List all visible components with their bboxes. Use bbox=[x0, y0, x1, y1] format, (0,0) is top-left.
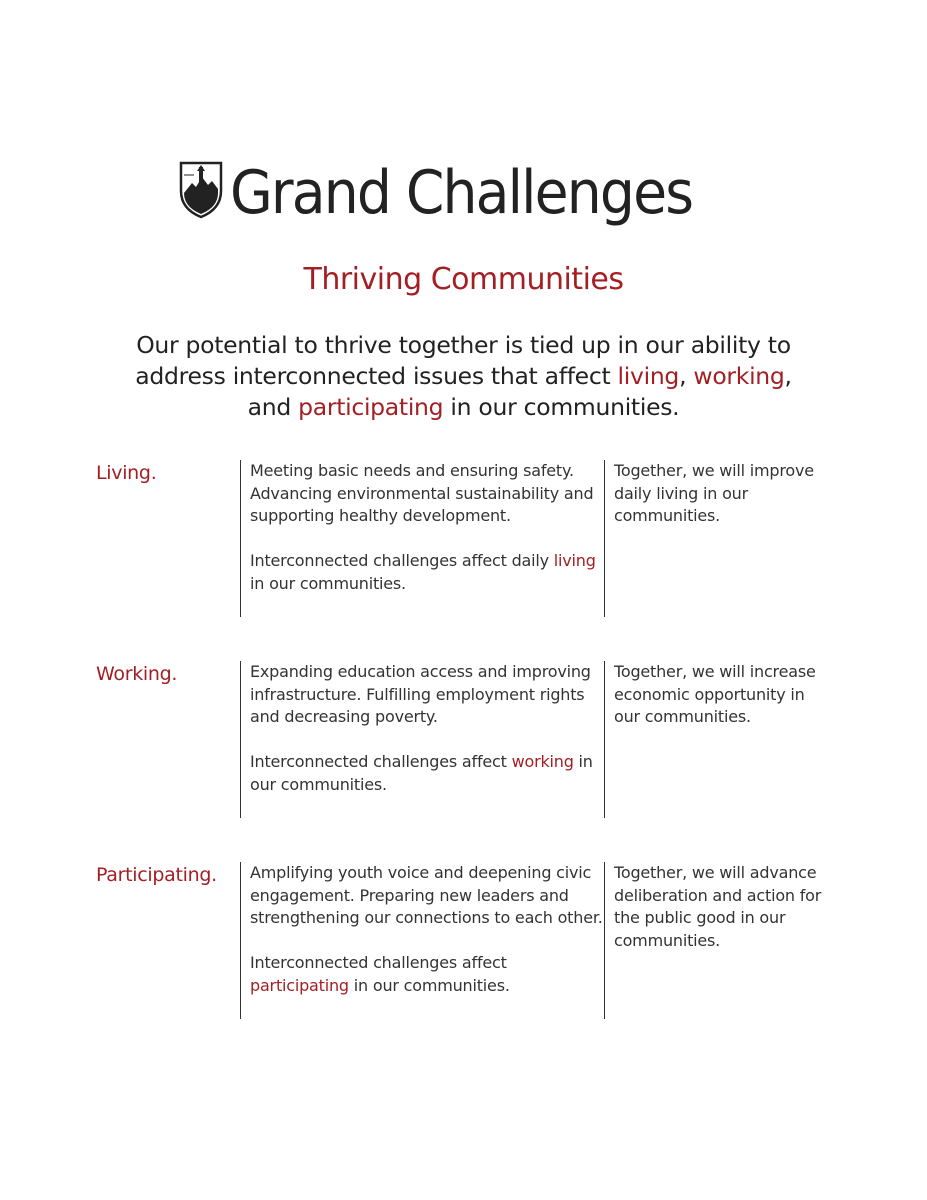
description-text: Amplifying youth voice and deepening civic engagement. Preparing new leaders and strengthening our connections to each other. bbox=[250, 863, 603, 927]
challenge-suffix: in our communities. bbox=[348, 975, 510, 995]
challenge-prefix: Interconnected challenges affect bbox=[250, 752, 512, 771]
row-label: Participating. bbox=[96, 864, 217, 886]
row-label: Working. bbox=[96, 663, 178, 685]
row-description bbox=[240, 460, 606, 617]
intro-keyword-living: living bbox=[617, 362, 680, 390]
description-text: Expanding education access and improving infrastructure. Fulfilling employment rights and decreasing poverty. bbox=[250, 662, 591, 726]
intro-keyword-working: working bbox=[693, 362, 785, 390]
row-together: Together, we will increase economic opportunity in our communities. bbox=[604, 661, 824, 818]
page-subtitle: Thriving Communities bbox=[303, 262, 624, 297]
row-description bbox=[240, 661, 606, 818]
row-together: Together, we will improve daily living in our communities. bbox=[604, 460, 824, 617]
row-description bbox=[240, 862, 606, 1019]
challenge-keyword: living bbox=[553, 551, 596, 570]
row-together: Together, we will advance deliberation and action for the public good in our communities. bbox=[604, 862, 824, 1019]
grand-challenges-logo bbox=[178, 148, 732, 238]
intro-comma-1: , bbox=[679, 362, 694, 390]
description-text: Meeting basic needs and ensuring safety. Advancing environmental sustainability and supporting healthy development. bbox=[250, 461, 594, 525]
row-label: Living. bbox=[96, 462, 157, 484]
university-shield-icon bbox=[178, 157, 224, 219]
intro-comma-2: , bbox=[784, 362, 792, 390]
challenge-text bbox=[250, 550, 606, 595]
logo-wordmark: Grand Challenges bbox=[230, 158, 693, 228]
intro-text-3: in our communities. bbox=[443, 393, 680, 421]
intro-text-2: and bbox=[247, 393, 299, 421]
challenge-prefix: Interconnected challenges affect bbox=[250, 953, 507, 972]
intro-keyword-participating: participating bbox=[298, 393, 444, 421]
challenge-text bbox=[250, 751, 606, 796]
challenge-text bbox=[250, 952, 606, 997]
challenge-keyword: participating bbox=[250, 975, 349, 995]
challenge-suffix: in our communities. bbox=[250, 752, 593, 794]
intro-text-1: Our potential to thrive together is tied up in our ability to address interconnected issues that affect bbox=[135, 331, 791, 390]
intro-statement bbox=[100, 330, 827, 423]
challenge-keyword: working bbox=[511, 752, 574, 771]
challenge-prefix: Interconnected challenges affect daily bbox=[250, 551, 554, 570]
challenge-suffix: in our communities. bbox=[250, 573, 406, 593]
